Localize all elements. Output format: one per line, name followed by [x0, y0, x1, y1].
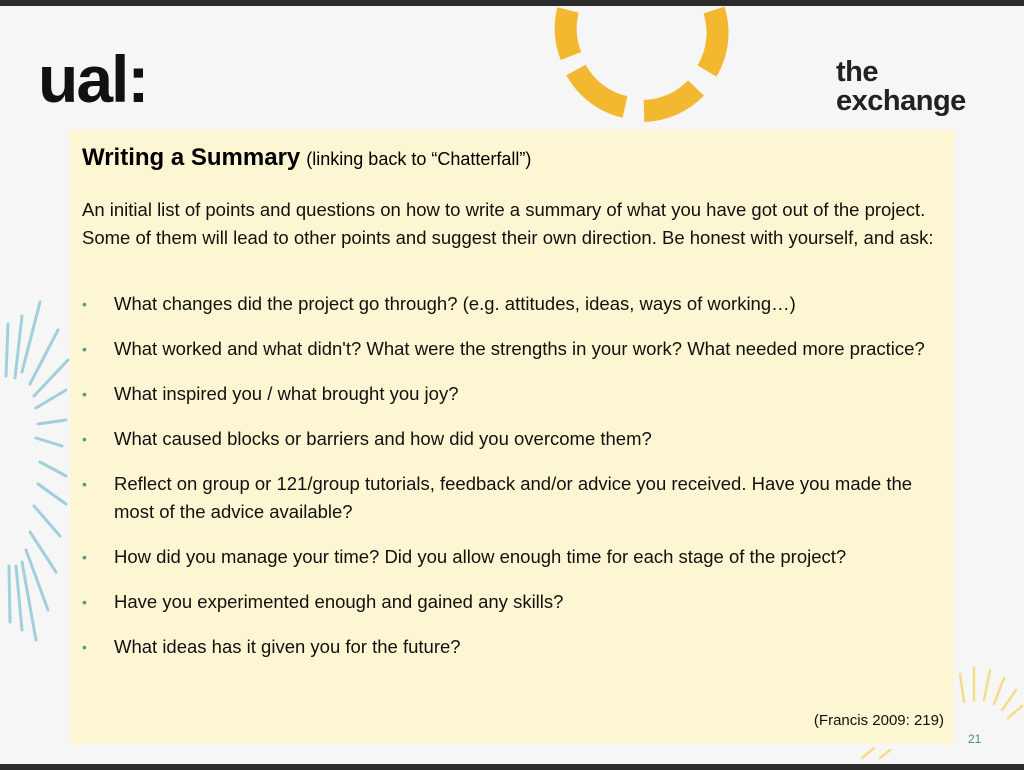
bullet-item: [82, 425, 952, 453]
bullet-text: Reflect on group or 121/group tutorials, feedback and/or advice you received. Have you made the most of the advice available?: [114, 473, 913, 522]
bullet-item: [82, 633, 952, 661]
bullet-item: [82, 588, 952, 616]
intro-paragraph: An initial list of points and questions on how to write a summary of what you have got out of the project. Some of them will lead to other points and suggest their own direction. Be honest with yourself, and ask:: [82, 199, 934, 248]
bullet-text: What ideas has it given you for the future?: [114, 636, 461, 657]
bullet-dot-icon: •: [82, 594, 87, 610]
slide: [0, 6, 1024, 764]
bullet-item: [82, 335, 952, 363]
bullet-item: [82, 380, 952, 408]
bullet-dot-icon: •: [82, 639, 87, 655]
bullet-item: [82, 470, 952, 526]
bullet-text: What worked and what didn't? What were the strengths in your work? What needed more practice?: [114, 338, 925, 359]
the-exchange-logo: [836, 58, 966, 116]
slide-heading: [82, 144, 531, 172]
bullet-text: What inspired you / what brought you joy?: [114, 383, 459, 404]
content-box: [70, 130, 954, 744]
bullet-item: [82, 290, 952, 318]
bullet-item: [82, 543, 952, 571]
exchange-logo-line-2: exchange: [836, 85, 966, 117]
bullet-text: How did you manage your time? Did you allow enough time for each stage of the project?: [114, 546, 847, 567]
ual-logo: ual:: [38, 42, 148, 116]
bullet-dot-icon: •: [82, 476, 87, 492]
slide-title: Writing a Summary: [82, 144, 301, 171]
bullet-text: Have you experimented enough and gained any skills?: [114, 591, 564, 612]
bullet-dot-icon: •: [82, 386, 87, 402]
blue-rays-decoration: [6, 302, 68, 640]
bullet-dot-icon: •: [82, 431, 87, 447]
yellow-ring-decoration: [566, 10, 718, 111]
bullet-text: What changes did the project go through? (e.g. attitudes, ideas, ways of working…): [114, 293, 796, 314]
bullet-dot-icon: •: [82, 549, 87, 565]
bullet-text: What caused blocks or barriers and how did you overcome them?: [114, 428, 652, 449]
citation: (Francis 2009: 219): [813, 712, 944, 729]
page-number: 21: [968, 732, 982, 746]
bullet-dot-icon: •: [82, 296, 87, 312]
exchange-logo-line-1: the: [836, 56, 878, 88]
bullet-list: [82, 290, 952, 678]
bullet-dot-icon: •: [82, 341, 87, 357]
slide-subtitle: (linking back to “Chatterfall”): [306, 149, 532, 169]
